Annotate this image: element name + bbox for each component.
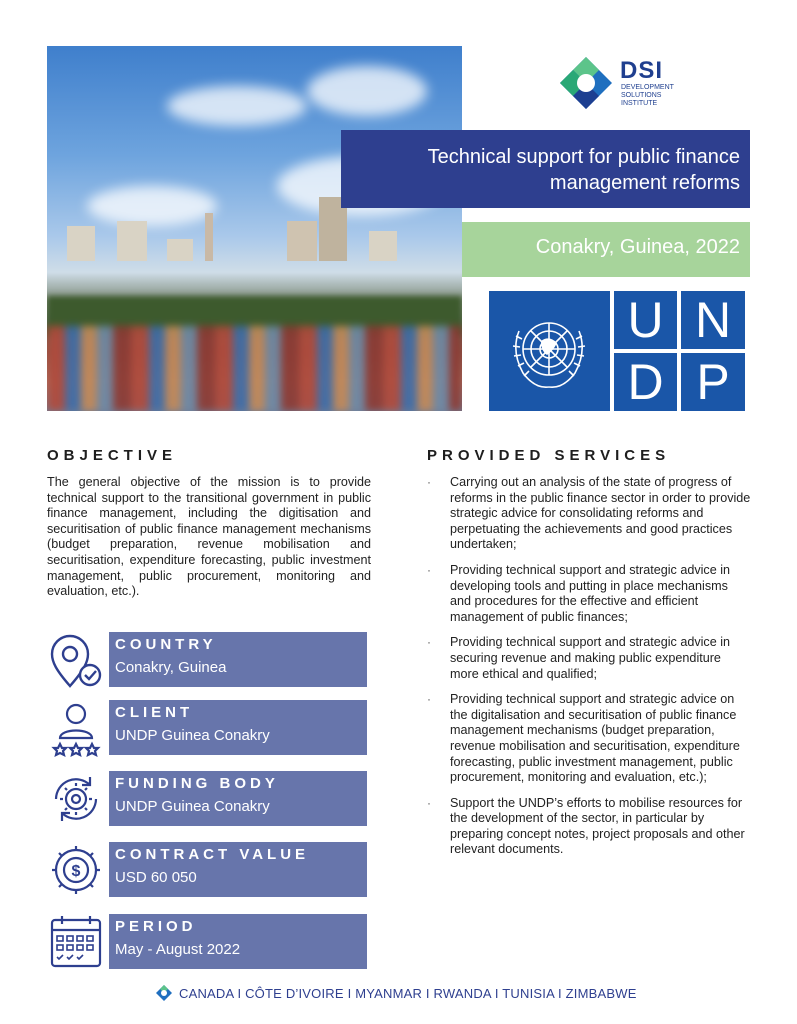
undp-letter-d: D: [614, 353, 677, 411]
list-item: · Support the UNDP’s efforts to mobilise resources for the development of the sector, in particular by preparing concept notes, project proposals and other relevant documents.: [427, 795, 745, 857]
dsi-subtitle: DEVELOPMENT SOLUTIONS INSTITUTE: [621, 84, 674, 107]
dsi-name: DSI: [620, 57, 664, 84]
undp-letter-u: U: [614, 291, 677, 349]
undp-letter-p: P: [681, 353, 745, 411]
objective-text: The general objective of the mission is to provide technical support to the transitional government in public finance management, including the digitisation and securitisation of public finance management mechanisms (budget preparation, revenue mobilisation and securitisation, expenditure forecasting, public investment management, public procurement, monitoring and evaluation, etc.).: [47, 475, 371, 599]
footer-countries: CANADA I CÔTE D’IVOIRE I MYANMAR I RWANDA I TUNISIA I ZIMBABWE: [179, 985, 637, 1001]
client-box: [109, 700, 367, 755]
contract-value-value: USD 60 050: [115, 869, 197, 886]
objective-heading: OBJECTIVE: [47, 447, 178, 464]
country-box: [109, 632, 367, 687]
country-label: COUNTRY: [115, 636, 217, 653]
cityscape-photo: [47, 46, 462, 411]
client-label: CLIENT: [115, 704, 194, 721]
undp-letter-n: N: [681, 291, 745, 349]
bullet-icon: ·: [427, 562, 431, 577]
funding-body-value: UNDP Guinea Conakry: [115, 798, 270, 815]
funding-body-label: FUNDING BODY: [115, 775, 279, 792]
period-box: [109, 914, 367, 969]
bullet-icon: ·: [427, 692, 431, 707]
bullet-icon: ·: [427, 475, 431, 489]
dsi-mini-icon: [155, 984, 173, 1002]
location-banner: Conakry, Guinea, 2022: [462, 222, 750, 277]
client-rating-icon: [46, 700, 106, 760]
svg-text:$: $: [71, 863, 81, 880]
contract-value-label: CONTRACT VALUE: [115, 846, 310, 863]
title-line-1: Technical support for public finance: [427, 146, 740, 168]
calendar-icon: [46, 912, 106, 972]
gear-cycle-icon: [46, 769, 106, 829]
un-emblem-icon: [489, 291, 610, 411]
undp-logo: [489, 291, 745, 411]
location-check-icon: [46, 630, 106, 690]
list-item: · Carrying out an analysis of the state of progress of reforms in the public finance sector in order to provide strategic advice for consolidating reforms and perpetuating the achievements and good practices undertaken;: [427, 475, 751, 552]
client-value: UNDP Guinea Conakry: [115, 727, 270, 744]
funding-body-box: [109, 771, 367, 826]
country-value: Conakry, Guinea: [115, 659, 227, 676]
list-item: · Providing technical support and strategic advice on the digitalisation and securitisation of public finance management mechanisms (budget preparation, revenue mobilisation and securitisation, expenditure forecasting, public investment management, public procurement, monitoring and evaluation, etc.);: [427, 692, 740, 785]
services-heading: PROVIDED SERVICES: [427, 447, 671, 464]
period-value: May - August 2022: [115, 941, 241, 958]
services-list: [427, 475, 752, 868]
list-item: · Providing technical support and strategic advice in developing tools and putting in place mechanisms and procedures for the effective and efficient management of public finances;: [427, 562, 731, 624]
list-item: · Providing technical support and strategic advice in securing revenue and making public expenditure more ethical and qualified;: [427, 635, 731, 681]
bullet-icon: ·: [427, 795, 431, 810]
footer: [155, 984, 637, 1002]
dsi-emblem-icon: [556, 53, 616, 113]
title-line-2: management reforms: [549, 172, 740, 194]
title-banner: [341, 130, 750, 208]
dsi-logo: [556, 53, 686, 113]
contract-value-box: [109, 842, 367, 897]
bullet-icon: ·: [427, 635, 431, 650]
period-label: PERIOD: [115, 918, 197, 935]
dollar-gear-icon: [46, 840, 106, 900]
